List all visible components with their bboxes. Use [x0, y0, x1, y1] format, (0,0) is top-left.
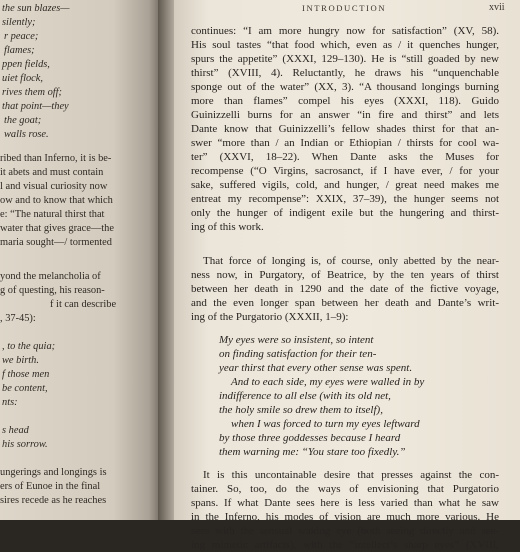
verse-line: on finding satisfaction for their ten-	[219, 348, 377, 360]
body-text-line: between her death in 1290 and the date of the fictive voyage,	[191, 283, 499, 295]
body-text-line: sake, suffered vigils, cold, and hunger, / great need makes me	[191, 179, 499, 191]
body-text-line: only the hunger of indigent exile but the hungering and thirst-	[191, 207, 499, 219]
body-text-line: Dante know that Guinizzelli’s fellow shades thirst for that an-	[191, 123, 499, 135]
body-text-line: recompense (“O Virgins, sacrosanct, if I have ever, / for your	[191, 165, 499, 177]
body-text-line: ing of the Purgatorio (XXXII, 1–9):	[191, 311, 349, 323]
left-text-line: f those men	[2, 369, 50, 380]
left-page	[0, 0, 162, 520]
left-text-line: his sorrow.	[2, 439, 48, 450]
verse-line: them warning me: “You stare too fixedly.”	[219, 446, 406, 458]
body-text-line: thirst” (XVIII, 4). Reluctantly, he draws his “unquenchable	[191, 67, 499, 79]
body-text-line: in the Inferno, his modes of vision are much more various. He	[191, 511, 499, 523]
verse-line: My eyes were so insistent, so intent	[219, 334, 374, 346]
left-text-line: g of questing, his reason-	[0, 285, 105, 296]
left-text-line: ers of Eunoe in the final	[0, 481, 101, 492]
verse-line: the holy smile so drew them to itself),	[219, 404, 383, 416]
left-text-line: e: “The natural thirst that	[0, 209, 105, 220]
left-text-line: silently;	[2, 17, 36, 28]
page-number: xvii	[489, 2, 505, 13]
left-text-line: walls rose.	[4, 129, 49, 140]
left-text-line: uiet flock,	[2, 73, 43, 84]
left-text-line: water that gives grace—the	[0, 223, 114, 234]
verse-line: indifference to all else (with its old net,	[219, 390, 391, 402]
left-text-line: r peace;	[4, 31, 39, 42]
body-text-line: continues: “I am more hungry now for satisfaction” (XV, 58).	[191, 25, 499, 37]
body-text-line: more than flames” compel his eyes (XXXI, 118). Guido	[191, 95, 499, 107]
body-text-line: spans. If what Dante sees here is less varied than what he saw	[191, 497, 499, 509]
left-text-line: ppen fields,	[2, 59, 50, 70]
left-text-line: , to the quia;	[2, 341, 56, 352]
body-text-line: ter” (XXVI, 18–22). When Dante asks the Muses for	[191, 151, 499, 163]
verse-line: And to each side, my eyes were walled in by	[231, 376, 425, 388]
body-text-line: swer “more than / an Indian or Ethiopian / thirsts for cool wa-	[191, 137, 499, 149]
left-text-line: be content,	[2, 383, 48, 394]
verse-line: by those three goddesses because I heard	[219, 432, 401, 444]
left-text-line: the sun blazes—	[2, 3, 70, 14]
left-text-line: , 37-45):	[0, 313, 36, 324]
left-text-line: yond the melancholia of	[0, 271, 101, 282]
left-text-line: l and visual curiosity now	[0, 181, 108, 192]
left-text-line: f it can describe	[50, 299, 117, 310]
left-text-line: s head	[2, 425, 29, 436]
body-text-line: and the even longer span between her death and Dante’s writ-	[191, 297, 499, 309]
left-text-line: ow and to know that which	[0, 195, 113, 206]
left-text-line: rives them off;	[2, 87, 63, 98]
left-text-line: sires recede as he reaches	[0, 495, 107, 506]
left-text-line: the goat;	[4, 115, 42, 126]
left-text-line: nts:	[2, 397, 18, 408]
body-text-line: sees with the sensual waking eye (both seeing directly and see-	[191, 525, 499, 537]
verse-line: year thirst that every other sense was spent.	[219, 362, 413, 374]
body-text-line: entreat my recompense”: XXIX, 37–39), the hunger seems not	[191, 193, 499, 205]
body-text-line: Guinizzelli burns for an answer “in fire and thirst” and lets	[191, 109, 499, 121]
verse-line: when I was forced to turn my eyes leftward	[231, 418, 420, 430]
body-text-line: sponge out of the water” (XX, 3). “A thousand longings burning	[191, 81, 499, 93]
body-text-line: ing of this work.	[191, 221, 264, 233]
left-text-line: that point—they	[2, 101, 69, 112]
left-text-line: ribed than Inferno, it is be-	[0, 153, 112, 164]
running-header: INTRODUCTION	[302, 3, 387, 13]
body-text-line: It is this uncontainable desire that presses against the con-	[203, 469, 499, 481]
body-text-line: His soul tastes “that food which, even as / it quenches hunger,	[191, 39, 499, 51]
body-text-line: That force of longing is, of course, only abetted by the near-	[203, 255, 499, 267]
body-text-line: tainer. So, too, do the ways of envisioning that Purgatorio	[191, 483, 499, 495]
left-text-line: maria sought—/ tormented	[0, 237, 112, 248]
left-text-line: flames;	[4, 45, 35, 56]
left-text-line: we birth.	[2, 355, 39, 366]
body-text-line: spurs the appetite” (XXXI, 129–130). He is “still goaded by new	[191, 53, 499, 65]
right-page	[174, 0, 520, 551]
body-text-line: ness now, in Purgatory, of Beatrice, by the ten years of thirst	[191, 269, 499, 281]
body-text-line: ing mimetic artifacts), with the “intellect’s sharp eyes” (XVIII,	[191, 539, 499, 551]
left-text-line: ungerings and longings is	[0, 467, 107, 478]
left-text-line: it abets and must contain	[0, 167, 104, 178]
